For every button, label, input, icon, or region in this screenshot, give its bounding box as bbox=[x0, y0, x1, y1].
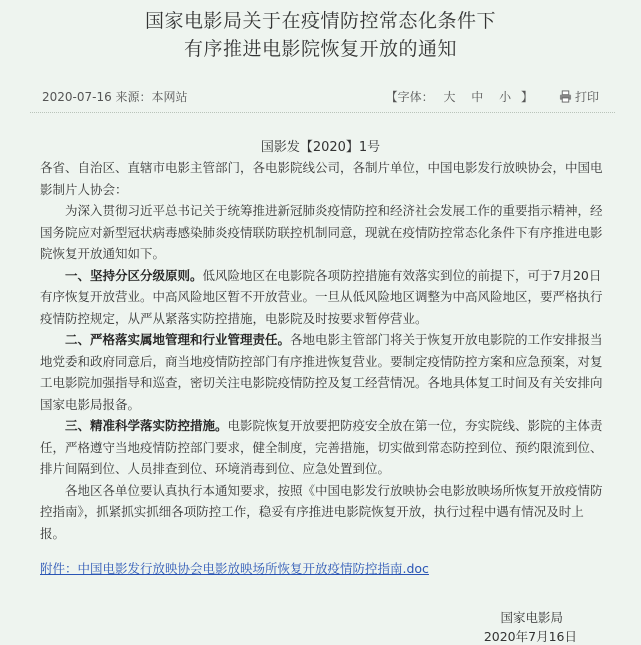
publish-meta: 2020-07-16 来源：本网站 bbox=[42, 90, 188, 104]
page-title-line2: 有序推进电影院恢复开放的通知 bbox=[183, 38, 457, 60]
font-size-switcher bbox=[386, 88, 533, 105]
signature-organization: 国家电影局 bbox=[500, 610, 563, 625]
signature-date: 2020年7月16日 bbox=[483, 629, 577, 644]
item-3-text: 电影院恢复开放要把防疫安全放在第一位，夯实院线、影院的主体责任，严格遵守当地疫情防控部门要求，健全制度，完善措施，切实做到常态防控到位、预约限流到位、排片间隔到位、人员排查到位、环境消毒到位、应急处置到位。 bbox=[40, 418, 603, 476]
item-1-heading: 一、坚持分区分级原则。 bbox=[65, 267, 203, 283]
article-body bbox=[40, 157, 606, 544]
printer-icon bbox=[559, 90, 572, 103]
item-2-heading: 二、严格落实属地管理和行业管理责任。 bbox=[65, 332, 291, 347]
article-tools bbox=[386, 88, 599, 105]
closing-paragraph: 各地区各单位要认真执行本通知要求，按照《中国电影发行放映协会电影放映场所恢复开放疫情防控指南》，抓紧抓实抓细各项防控工作，稳妥有序推进电影院恢复开放，执行过程中遇有情况及时上报。 bbox=[40, 482, 603, 541]
print-button[interactable] bbox=[559, 88, 599, 105]
font-size-label: 【字体： bbox=[385, 90, 434, 104]
font-size-medium-button[interactable]: 中 bbox=[471, 90, 484, 104]
item-2-text: 各地电影主管部门将关于恢复开放电影院的工作安排报当地党委和政府同意后，商当地疫情防控部门有序推进恢复营业。要制定疫情防控方案和应急预案，对复工电影院加强指导和巡查，密切关注电影院疫情防控及复工经营情况。各地具体复工时间及有关安排向国家电影局报备。 bbox=[40, 332, 603, 412]
item-3-paragraph bbox=[40, 415, 606, 480]
item-1-paragraph bbox=[40, 265, 606, 330]
font-size-small-button[interactable]: 小 bbox=[499, 90, 512, 104]
intro-paragraph: 为深入贯彻习近平总书记关于统筹推进新冠肺炎疫情防控和经济社会发展工作的重要指示精神，经国务院应对新型冠状病毒感染肺炎疫情联防联控机制同意，现就在疫情防控常态化条件下有序推进电影院恢复开放通知如下。 bbox=[40, 203, 603, 261]
document-number: 国影发【2020】1号 bbox=[260, 140, 381, 155]
item-2-paragraph bbox=[40, 329, 606, 415]
header-divider bbox=[30, 112, 615, 113]
addressees: 各省、自治区、直辖市电影主管部门，各电影院线公司，各制片单位，中国电影发行放映协会，中国电影制片人协会： bbox=[40, 160, 603, 197]
attachment-link[interactable]: 附件：中国电影发行放映协会电影放映场所恢复开放疫情防控指南.doc bbox=[40, 561, 429, 576]
print-label: 打印 bbox=[574, 90, 599, 104]
font-size-large-button[interactable]: 大 bbox=[443, 90, 456, 104]
font-size-close-bracket: 】 bbox=[520, 90, 533, 104]
item-3-heading: 三、精准科学落实防控措施。 bbox=[65, 418, 228, 433]
page-title-line1: 国家电影局关于在疫情防控常态化条件下 bbox=[144, 10, 496, 32]
item-1-text: 低风险地区在电影院各项防控措施有效落实到位的前提下，可于7月20日有序恢复开放营业。中高风险地区暂不开放营业。一旦从低风险地区调整为中高风险地区，要严格执行疫情防控规定，从严从紧落实防控措施，电影院及时按要求暂停营业。 bbox=[40, 267, 603, 326]
